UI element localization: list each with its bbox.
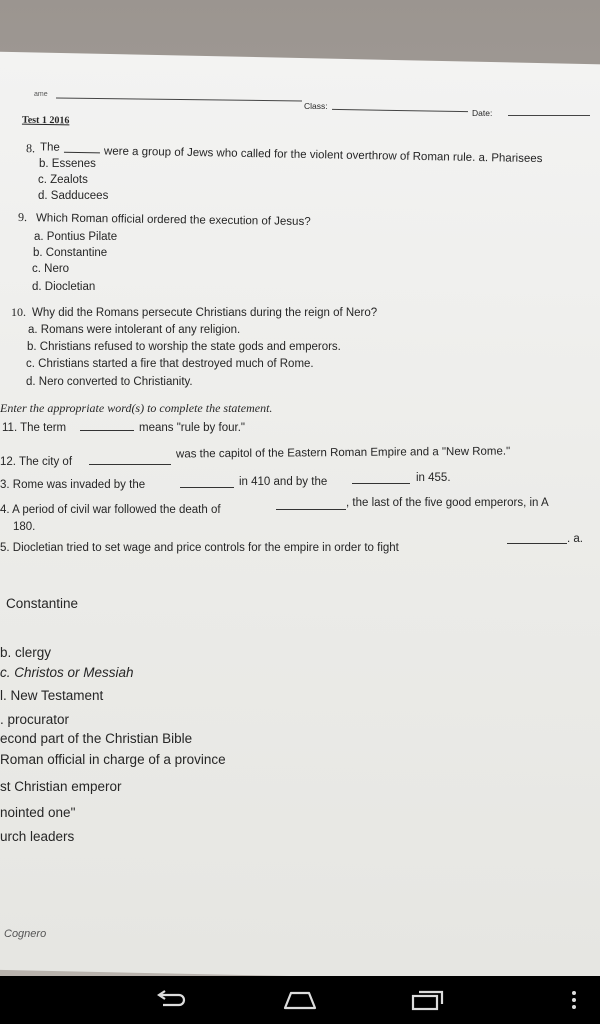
question-11-text-end: means "rule by four." (139, 422, 245, 434)
question-8-text-start: The (39, 141, 60, 154)
answer-item-procurator: . procurator (0, 712, 70, 727)
question-8-number: 8. (25, 141, 36, 156)
question-14-text-end: , the last of the five good emperors, in A (346, 497, 549, 509)
date-line (508, 115, 590, 116)
date-label: Date: (472, 108, 493, 118)
recents-button[interactable] (398, 976, 458, 1024)
answer-item-christos: c. Christos or Messiah (0, 665, 134, 680)
question-8-blank (64, 143, 100, 154)
question-15-text-end: . a. (567, 533, 583, 545)
question-13-blank-1 (180, 478, 234, 488)
class-line (332, 109, 468, 112)
question-10-option-b: b. Christians refused to worship the state gods and emperors. (27, 341, 341, 353)
question-14-text-start: 4. A period of civil war followed the death of (0, 504, 221, 516)
answer-constantine: Constantine (6, 596, 79, 611)
question-10-option-a: a. Romans were intolerant of any religion. (28, 324, 241, 336)
answer-item-second-part-bible: econd part of the Christian Bible (0, 731, 193, 746)
question-14-blank (276, 500, 346, 510)
navigation-bar (0, 976, 600, 1024)
question-15-blank (507, 534, 567, 544)
question-15-text-start: 5. Diocletian tried to set wage and price controls for the empire in order to fight (0, 542, 399, 554)
answer-item-roman-official: Roman official in charge of a province (0, 752, 226, 767)
question-14-year: 180. (13, 521, 36, 533)
question-13-text-start: 3. Rome was invaded by the (0, 479, 146, 491)
answer-item-anointed-one: nointed one" (0, 805, 76, 820)
question-11-blank (80, 421, 134, 431)
question-8-option-c: c. Zealots (38, 174, 88, 186)
answer-item-christian-emperor: st Christian emperor (0, 779, 122, 794)
question-12-text-end: was the capitol of the Eastern Roman Empire and a "New Rome." (175, 445, 511, 461)
question-10-option-c: c. Christians started a fire that destroyed much of Rome. (26, 358, 314, 370)
recents-icon (411, 989, 445, 1011)
cognero-footer: Cognero (4, 928, 47, 940)
question-13-text-middle: in 410 and by the (239, 476, 328, 488)
answer-item-new-testament: l. New Testament (0, 688, 104, 703)
home-button[interactable] (270, 976, 330, 1024)
question-11-text-start: 11. The term (2, 422, 67, 434)
question-9-text: Which Roman official ordered the execution of Jesus? (35, 212, 311, 229)
question-9-option-c: c. Nero (32, 263, 70, 275)
question-10-option-d: d. Nero converted to Christianity. (26, 376, 193, 388)
question-13-text-end: in 455. (416, 472, 451, 484)
instructions: Enter the appropriate word(s) to complete the statement. (0, 401, 273, 415)
question-9-option-b: b. Constantine (33, 247, 108, 259)
answer-item-church-leaders: urch leaders (0, 829, 75, 844)
question-9-option-d: d. Diocletian (32, 281, 96, 293)
name-line (56, 97, 302, 101)
back-icon (153, 990, 187, 1010)
question-10-number: 10. (11, 305, 26, 319)
answer-item-clergy: b. clergy (0, 645, 52, 660)
question-12-text-start: 12. The city of (0, 456, 73, 468)
question-8-text-end: were a group of Jews who called for the violent overthrow of Roman rule. a. Pharisees (103, 145, 543, 166)
question-12-blank (89, 455, 171, 465)
question-10-text: Why did the Romans persecute Christians during the reign of Nero? (32, 307, 378, 319)
back-button[interactable] (140, 976, 200, 1024)
question-9-option-a: a. Pontius Pilate (34, 231, 118, 243)
name-label: ame (34, 91, 48, 98)
question-8-option-d: d. Sadducees (38, 190, 109, 202)
question-8-option-b: b. Essenes (39, 158, 96, 170)
question-13-blank-2 (352, 474, 410, 484)
overflow-menu-icon (571, 990, 577, 1010)
question-9-number: 9. (17, 209, 28, 225)
class-label: Class: (304, 101, 328, 111)
test-title: Test 1 2016 (21, 114, 70, 127)
home-icon (282, 989, 318, 1011)
overflow-menu-button[interactable] (562, 976, 586, 1024)
